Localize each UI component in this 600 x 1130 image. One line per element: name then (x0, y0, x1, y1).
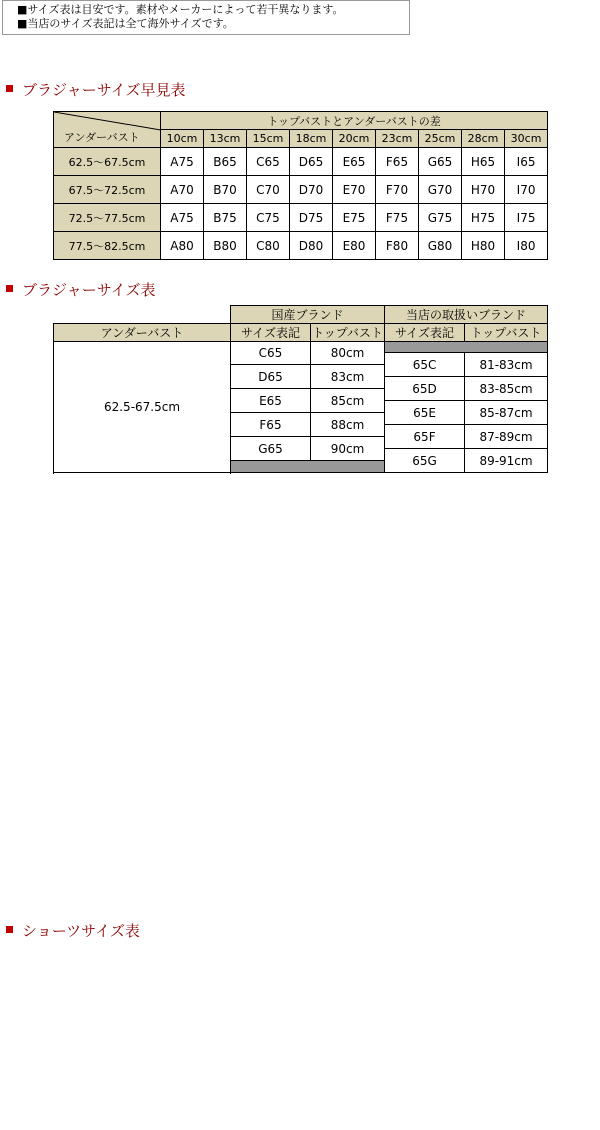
domestic-top-cell: 80cm (311, 342, 385, 365)
notice-line-2: ■当店のサイズ表記は全て海外サイズです。 (17, 17, 234, 30)
domestic-size-cell: E65 (231, 389, 311, 413)
domestic-top-cell: 85cm (311, 389, 385, 413)
cup-size-cell: E75 (333, 204, 376, 232)
cup-size-cell: C70 (247, 176, 290, 204)
cup-size-cell: E70 (333, 176, 376, 204)
store-size-cell: 65C (385, 353, 465, 377)
cup-size-cell: B70 (204, 176, 247, 204)
store-gray-bar (385, 342, 548, 353)
cup-size-cell: B65 (204, 148, 247, 176)
store-size-cell: 65E (385, 401, 465, 425)
domestic-size-cell: C65 (231, 342, 311, 365)
bullet-square-icon (6, 85, 13, 92)
cup-size-cell: G80 (419, 232, 462, 260)
notice-box (2, 0, 410, 35)
cup-size-cell: D70 (290, 176, 333, 204)
store-top-cell: 89-91cm (465, 449, 548, 473)
cup-size-cell: H75 (462, 204, 505, 232)
cup-size-cell: I65 (505, 148, 548, 176)
section-title-bra-text: ブラジャーサイズ表 (22, 281, 156, 299)
cup-size-cell: H70 (462, 176, 505, 204)
section-title-shorts (6, 920, 140, 941)
difference-column-header: 28cm (462, 130, 505, 148)
domestic-size-header: サイズ表記 (231, 324, 311, 342)
domestic-size-cell: D65 (231, 365, 311, 389)
cup-size-cell: B80 (204, 232, 247, 260)
difference-column-header: 13cm (204, 130, 247, 148)
difference-header-cell: トップバストとアンダーバストの差 (161, 112, 548, 130)
cup-size-cell: I75 (505, 204, 548, 232)
under-bust-range-cell: 77.5～82.5cm (54, 232, 161, 260)
cup-size-cell: B75 (204, 204, 247, 232)
bra-column-header-row (54, 324, 548, 342)
bullet-square-icon (6, 285, 13, 292)
cup-size-cell: C75 (247, 204, 290, 232)
cup-size-cell: A75 (161, 148, 204, 176)
cup-size-cell: A70 (161, 176, 204, 204)
cup-size-cell: G70 (419, 176, 462, 204)
domestic-size-cell: F65 (231, 413, 311, 437)
cup-size-cell: E65 (333, 148, 376, 176)
store-top-cell: 83-85cm (465, 377, 548, 401)
store-size-header: サイズ表記 (385, 324, 465, 342)
bullet-square-icon (6, 926, 13, 933)
store-brand-header: 当店の取扱いブランド (385, 306, 548, 324)
bra-size-row (54, 342, 548, 353)
cup-size-cell: H80 (462, 232, 505, 260)
under-bust-range-cell: 72.5～77.5cm (54, 204, 161, 232)
under-bust-group-cell: 62.5-67.5cm (54, 342, 231, 473)
difference-column-header: 20cm (333, 130, 376, 148)
quick-data-row (54, 148, 548, 176)
bra-brand-header-row (54, 306, 548, 324)
domestic-top-cell: 83cm (311, 365, 385, 389)
cup-size-cell: A80 (161, 232, 204, 260)
store-size-cell: 65F (385, 425, 465, 449)
under-bust-range-cell: 62.5～67.5cm (54, 148, 161, 176)
quick-data-row (54, 232, 548, 260)
difference-column-header: 30cm (505, 130, 548, 148)
store-size-cell: 65D (385, 377, 465, 401)
difference-column-header: 23cm (376, 130, 419, 148)
cup-size-cell: C80 (247, 232, 290, 260)
store-top-header: トップバスト (465, 324, 548, 342)
cup-size-cell: F75 (376, 204, 419, 232)
quick-header-row (54, 112, 548, 130)
cup-size-cell: A75 (161, 204, 204, 232)
section-title-quick (6, 79, 186, 100)
domestic-top-cell: 88cm (311, 413, 385, 437)
difference-column-header: 25cm (419, 130, 462, 148)
cup-size-cell: D75 (290, 204, 333, 232)
cup-size-cell: F80 (376, 232, 419, 260)
notice-line-1: ■サイズ表は目安です。素材やメーカーによって若干異なります。 (17, 3, 344, 16)
bra-size-table (53, 305, 548, 473)
domestic-top-header: トップバスト (311, 324, 385, 342)
under-bust-label: アンダーバスト (64, 131, 140, 144)
domestic-top-cell: 90cm (311, 437, 385, 461)
cup-size-cell: I80 (505, 232, 548, 260)
cup-size-cell: G75 (419, 204, 462, 232)
empty-corner-cell (54, 306, 231, 324)
cup-size-cell: G65 (419, 148, 462, 176)
quick-data-row (54, 176, 548, 204)
cup-size-cell: F65 (376, 148, 419, 176)
cup-size-cell: D80 (290, 232, 333, 260)
store-top-cell: 85-87cm (465, 401, 548, 425)
cup-size-cell: E80 (333, 232, 376, 260)
cup-size-cell: D65 (290, 148, 333, 176)
store-top-cell: 87-89cm (465, 425, 548, 449)
section-title-shorts-text: ショーツサイズ表 (22, 922, 140, 940)
quick-data-row (54, 204, 548, 232)
under-bust-header: アンダーバスト (54, 324, 231, 342)
difference-column-header: 15cm (247, 130, 290, 148)
under-bust-header-cell (54, 112, 161, 148)
section-title-bra (6, 279, 156, 300)
cup-size-cell: H65 (462, 148, 505, 176)
difference-column-header: 18cm (290, 130, 333, 148)
cup-size-cell: F70 (376, 176, 419, 204)
cup-size-cell: C65 (247, 148, 290, 176)
store-size-cell: 65G (385, 449, 465, 473)
section-title-quick-text: ブラジャーサイズ早見表 (22, 81, 186, 99)
difference-column-header: 10cm (161, 130, 204, 148)
quick-size-table (53, 111, 548, 260)
domestic-size-cell: G65 (231, 437, 311, 461)
domestic-gray-bar (231, 461, 385, 473)
cup-size-cell: I70 (505, 176, 548, 204)
under-bust-range-cell: 67.5～72.5cm (54, 176, 161, 204)
store-top-cell: 81-83cm (465, 353, 548, 377)
domestic-brand-header: 国産ブランド (231, 306, 385, 324)
